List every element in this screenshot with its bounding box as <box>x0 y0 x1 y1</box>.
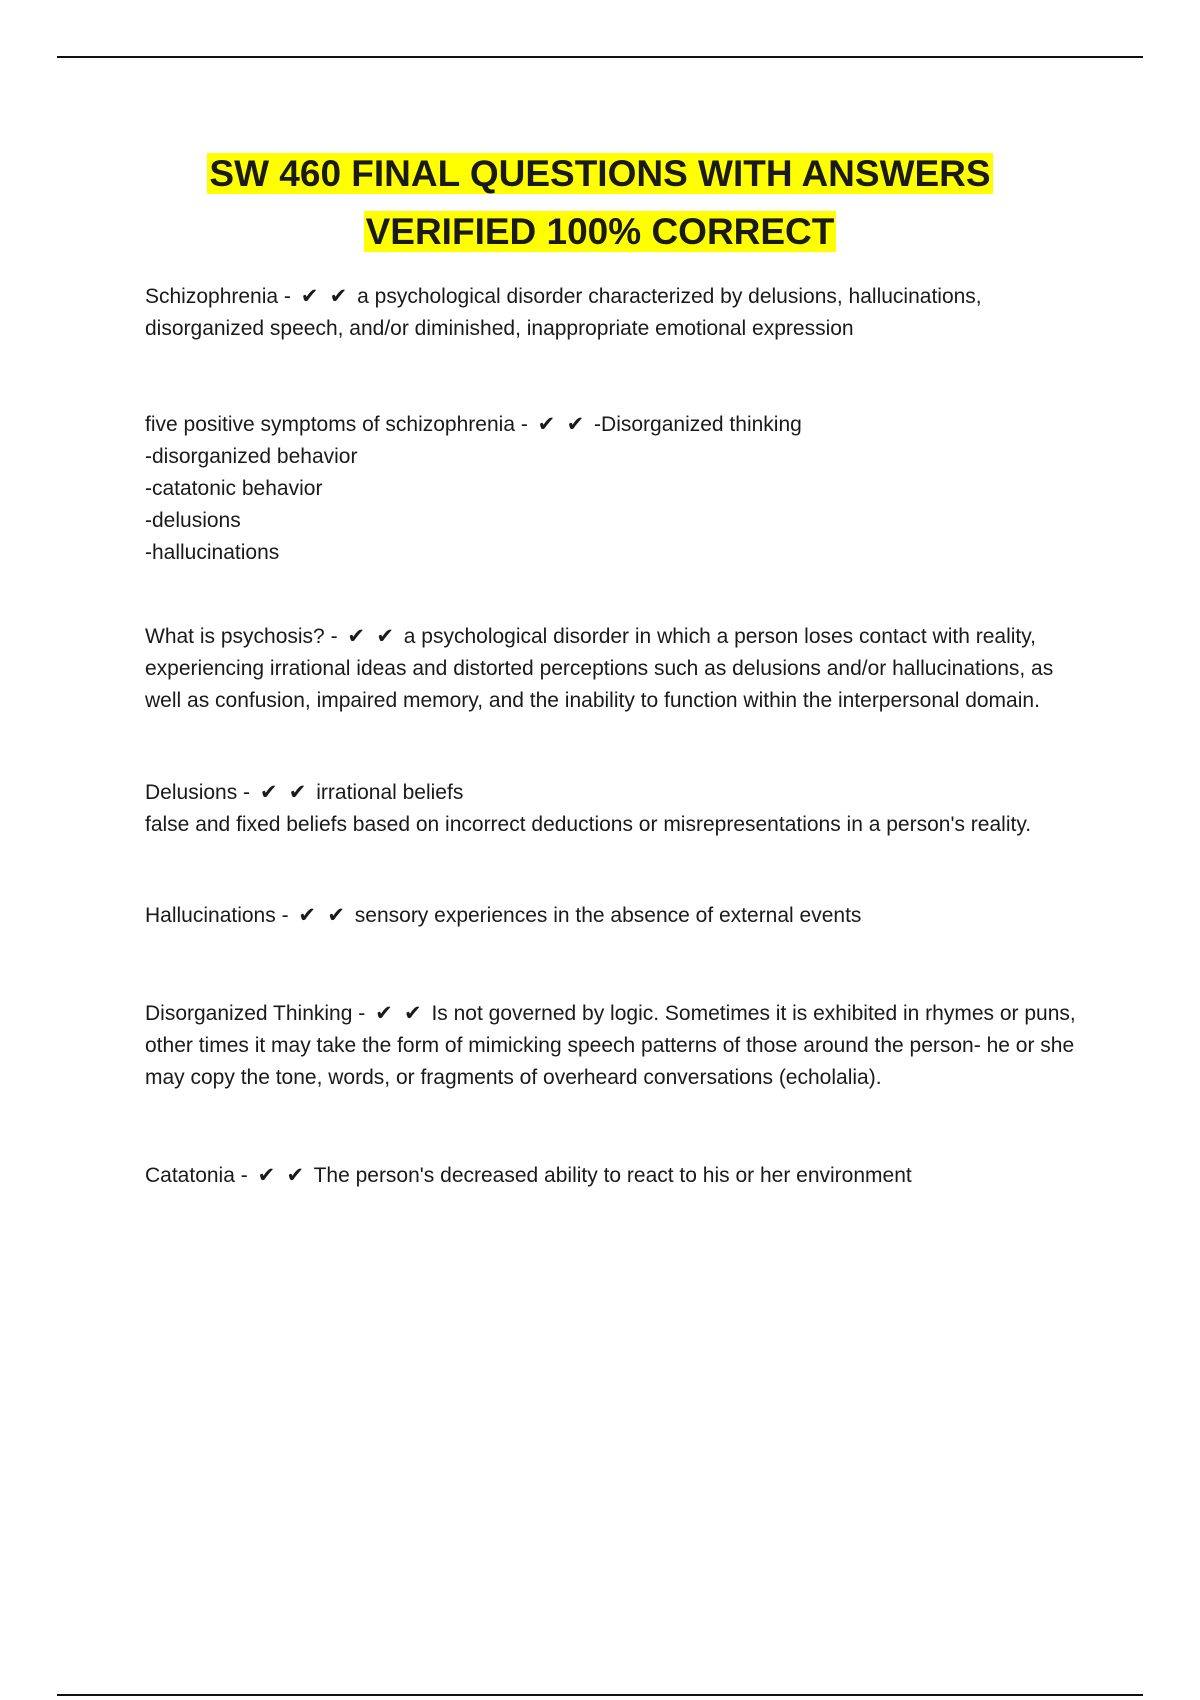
double-check-icon: ✔ ✔ <box>537 412 587 436</box>
qa-item-delusions <box>145 776 1095 841</box>
qa-line <box>145 899 1095 932</box>
qa-line <box>145 1159 1095 1192</box>
qa-extra-line: false and fixed beliefs based on incorrect deductions or misrepresentations in a person's reality. <box>145 813 1032 836</box>
qa-term: Schizophrenia - <box>145 285 291 308</box>
qa-answer: sensory experiences in the absence of external events <box>354 904 862 927</box>
qa-term: Catatonia - <box>145 1164 248 1187</box>
qa-line <box>145 280 1095 345</box>
page-title <box>0 145 1200 261</box>
qa-answer: a psychological disorder characterized by delusions, hallucinations, disorganized speech, and/or diminished, inappropriate emotional expression <box>145 285 982 340</box>
qa-extra-line: -delusions <box>145 509 241 532</box>
double-check-icon: ✔ ✔ <box>298 903 347 927</box>
top-rule <box>57 56 1143 58</box>
qa-term: Delusions - <box>145 781 251 804</box>
qa-answer: The person's decreased ability to react to his or her environment <box>313 1164 912 1187</box>
qa-line <box>145 620 1095 717</box>
title-line-1: SW 460 FINAL QUESTIONS WITH ANSWERS <box>209 153 991 194</box>
qa-answer: irrational beliefs <box>316 781 464 804</box>
qa-content <box>145 280 1095 1192</box>
qa-extra-line: -disorganized behavior <box>145 445 358 468</box>
qa-item-schizophrenia <box>145 280 1095 345</box>
double-check-icon: ✔ ✔ <box>259 780 309 804</box>
qa-line <box>145 408 1095 441</box>
qa-extra-line: -hallucinations <box>145 541 280 564</box>
qa-line <box>145 997 1095 1094</box>
qa-answer: Is not governed by logic. Sometimes it is exhibited in rhymes or puns, other times it may take the form of mimicking speech patterns of those around the person- he or she may copy the tone, words, or fragments of overheard conversations (echolalia). <box>145 1002 1076 1089</box>
bottom-rule <box>57 1694 1143 1696</box>
qa-line <box>145 776 1095 809</box>
qa-item-catatonia <box>145 1159 1095 1192</box>
qa-answer: a psychological disorder in which a person loses contact with reality, experiencing irrational ideas and distorted perceptions such as delusions and/or hallucinations, as well as confusion, impaired memory, and the inability to function within the interpersonal domain. <box>145 625 1054 712</box>
double-check-icon: ✔ ✔ <box>257 1163 307 1187</box>
qa-term: five positive symptoms of schizophrenia - <box>145 413 528 436</box>
qa-term: Disorganized Thinking - <box>145 1002 366 1025</box>
qa-item-hallucinations <box>145 899 1095 932</box>
double-check-icon: ✔ ✔ <box>300 284 350 308</box>
qa-extra-line: -catatonic behavior <box>145 477 323 500</box>
qa-term: Hallucinations - <box>145 904 289 927</box>
qa-answer: -Disorganized thinking <box>594 413 802 436</box>
qa-item-psychosis <box>145 620 1095 717</box>
qa-item-positive-symptoms <box>145 408 1095 569</box>
qa-term: What is psychosis? - <box>145 625 338 648</box>
double-check-icon: ✔ ✔ <box>375 1001 424 1025</box>
qa-item-disorganized-thinking <box>145 997 1095 1094</box>
double-check-icon: ✔ ✔ <box>347 624 396 648</box>
title-line-2: VERIFIED 100% CORRECT <box>365 211 835 252</box>
